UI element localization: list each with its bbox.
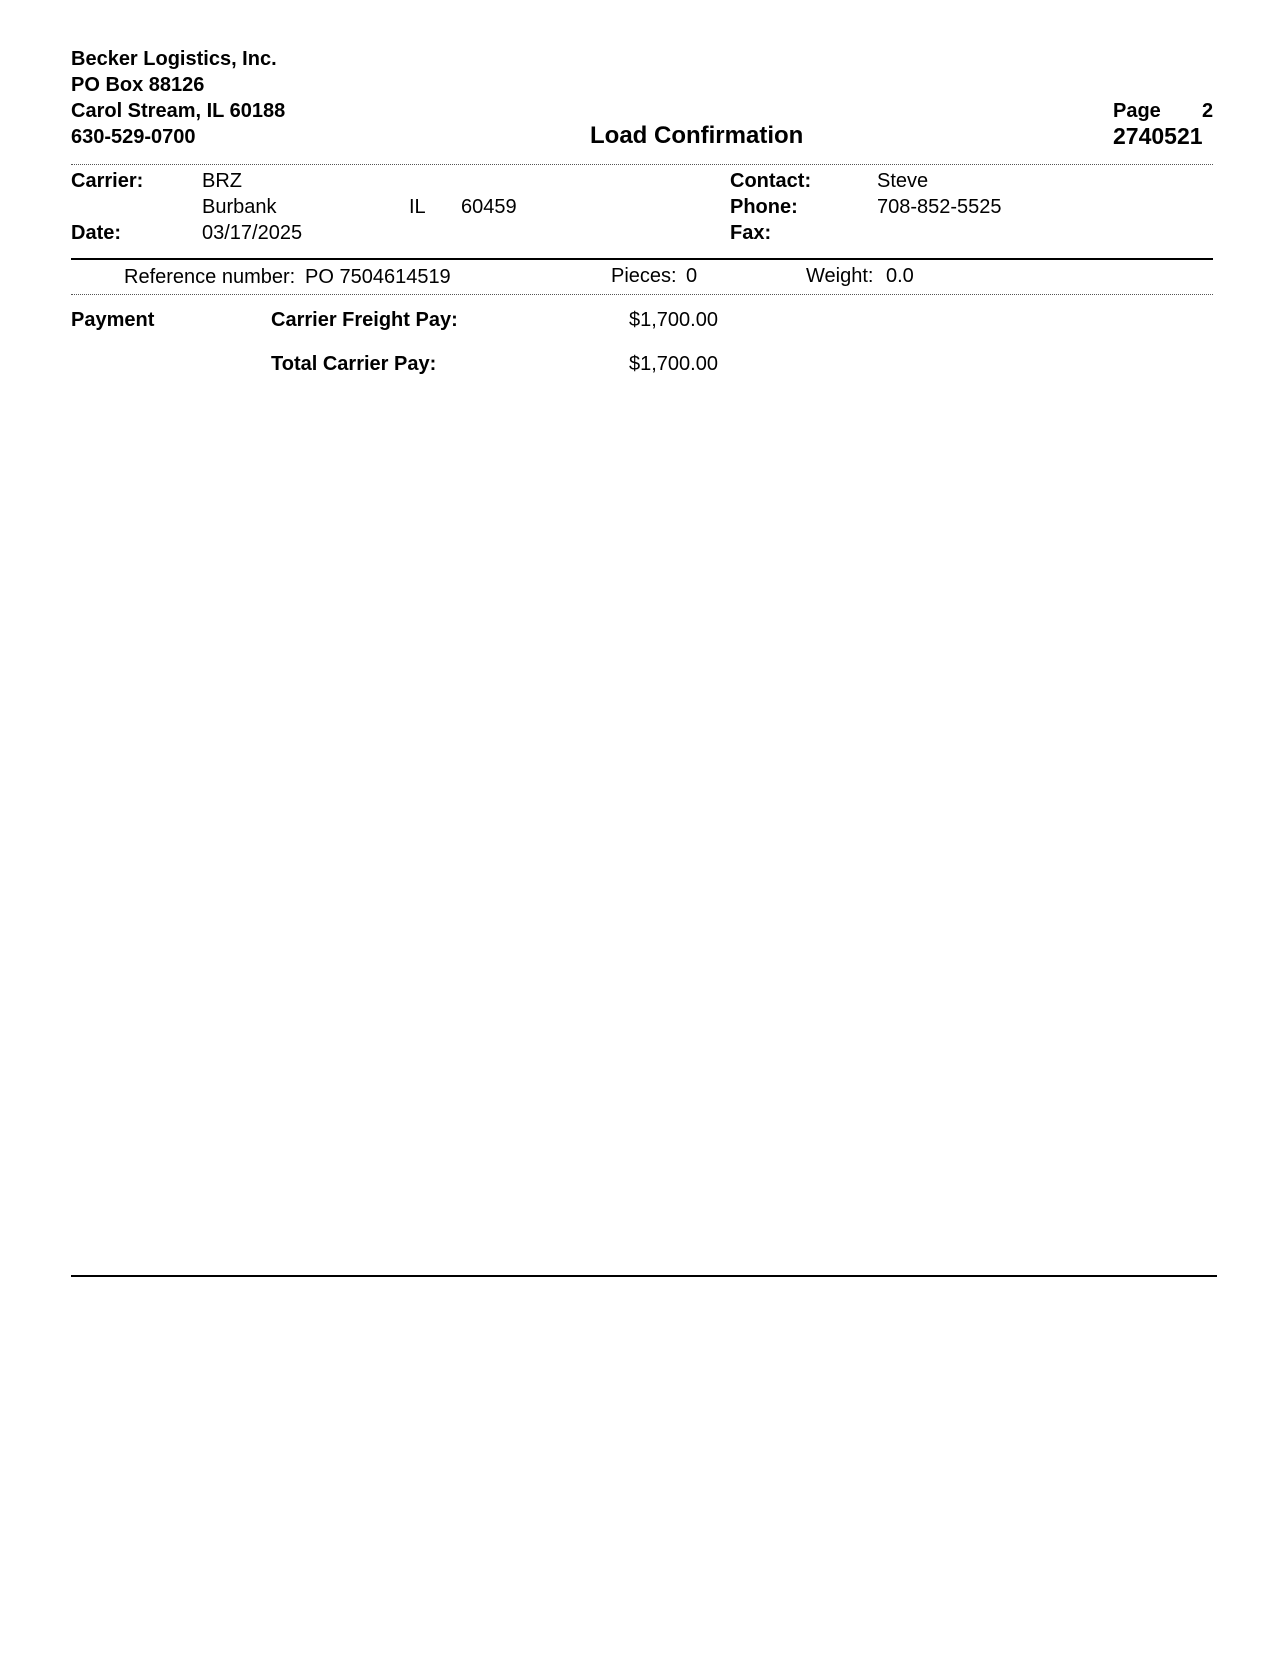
load-number: 2740521 [1113,123,1203,149]
pieces-label: Pieces: [611,265,677,287]
signature-line [71,1275,1217,1277]
reference-divider [71,294,1213,295]
page-label: Page [1113,100,1161,122]
company-address-line2: Carol Stream, IL 60188 [71,100,286,122]
freight-pay-label: Carrier Freight Pay: [271,309,458,331]
fax-label: Fax: [730,222,772,244]
freight-pay-value: $1,700.00 [629,309,718,331]
carrier-name: BRZ [202,170,242,192]
total-pay-value: $1,700.00 [629,353,718,375]
weight-value: 0.0 [886,265,914,287]
phone-value: 708-852-5525 [877,196,1002,218]
company-address-line1: PO Box 88126 [71,74,205,96]
page-number: 2 [1202,100,1214,122]
carrier-state: IL [409,196,426,218]
carrier-zip: 60459 [461,196,517,218]
total-pay-label: Total Carrier Pay: [271,353,437,375]
carrier-label: Carrier: [71,170,144,192]
header-divider [71,164,1213,165]
reference-label: Reference number: [124,266,296,288]
date-label: Date: [71,222,122,244]
company-name: Becker Logistics, Inc. [71,48,277,70]
pieces-value: 0 [686,265,698,287]
company-phone: 630-529-0700 [71,126,196,148]
date-value: 03/17/2025 [202,222,303,244]
payment-label: Payment [71,309,155,331]
carrier-city: Burbank [202,196,277,218]
weight-label: Weight: [806,265,874,287]
phone-label: Phone: [730,196,798,218]
contact-label: Contact: [730,170,812,192]
document-title: Load Confirmation [590,122,804,149]
contact-value: Steve [877,170,929,192]
carrier-divider [71,258,1213,260]
reference-value: PO 7504614519 [305,266,451,288]
